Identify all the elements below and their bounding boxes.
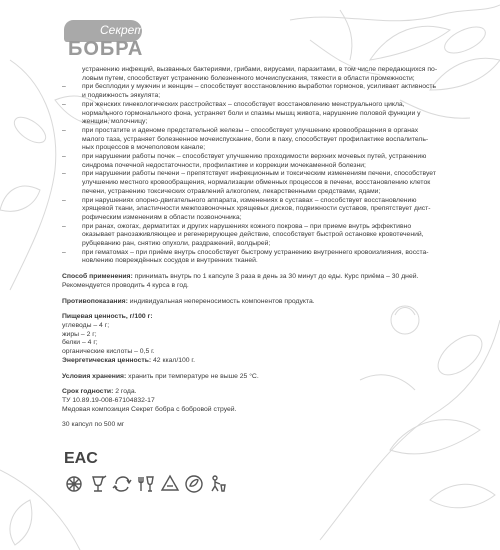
wine-glass-icon	[88, 474, 108, 494]
list-item-line: при нарушении работы почек – способствует улучшению проходимости верхних мочевых путей, устранению	[82, 153, 427, 161]
list-item-line: при гематомах – при приёме внутрь способствует быстрому устранению внутреннего кровоизлияния, восста-	[82, 248, 429, 256]
list-item-line: синдрома почечной недостаточности, профилактике и коррекции мочекаменной болезни;	[82, 161, 366, 169]
nutrition-item: белки – 4 г;	[62, 339, 98, 347]
certification-icons	[64, 446, 364, 496]
nutrition-label: Пищевая ценность, г/100 г:	[62, 313, 153, 321]
bullet-dash: –	[62, 170, 66, 178]
list-item-line: малого таза, устраняет болезненное мочеиспускание, боли в паху, способствует профилактике воспалитель-	[82, 135, 429, 143]
storage-section	[62, 373, 442, 382]
list-item-line: при нарушении работы печени – препятствует инфекционным и токсическим изменениям печени, способствует	[82, 170, 436, 178]
nutrition-section	[62, 313, 442, 365]
eac-mark: EAC	[64, 450, 98, 467]
logo-top-text: Секрет	[100, 23, 145, 37]
person-disposal-icon	[208, 474, 228, 494]
storage-text: хранить при температуре не выше 25 °С.	[126, 372, 259, 380]
list-item-line: при нарушениях опорно-двигательного аппарата, изменениях в суставах – способствует восстановлению	[82, 196, 417, 204]
spinning-wheel-icon	[64, 474, 84, 494]
tu-code: ТУ 10.89.19-008-67104832-17	[62, 396, 155, 404]
nutrition-item: жиры – 2 г;	[62, 330, 97, 338]
bullet-dash: –	[62, 83, 66, 91]
list-item	[62, 127, 442, 153]
package-text: 30 капсул по 500 мг	[62, 421, 125, 429]
bullet-dash: –	[62, 196, 66, 204]
shelf-life-text: 2 года.	[113, 388, 137, 396]
intro-line: ловым путем, способствует устранению болезненного мочеиспускания, тяжести в области промежности;	[82, 74, 415, 82]
bullet-dash: –	[62, 100, 66, 108]
usage-section	[62, 273, 442, 290]
contraindications-label: Противопоказания:	[62, 297, 128, 305]
nutrition-item: углеводы – 4 г;	[62, 321, 110, 329]
fork-glass-icon	[136, 474, 156, 494]
storage-label: Условия хранения:	[62, 372, 127, 380]
nutrition-item: органические кислоты – 0,5 г.	[62, 348, 155, 356]
energy-value: 42 ккал/100 г.	[151, 356, 195, 364]
recycle-triangle-icon	[160, 474, 180, 494]
list-item-line: при бесплодии у мужчин и женщин – способствует восстановлению выработки гормонов, усиливает активность	[82, 83, 437, 91]
usage-label: Способ применения:	[62, 273, 133, 281]
eco-circle-icon	[184, 474, 204, 494]
list-item	[62, 249, 442, 266]
recycle-loop-icon	[112, 474, 132, 494]
product-description	[62, 66, 442, 430]
list-item-line: хрящевой ткани, эластичности межпозвоночных хрящевых дисков, подвижности суставов, препятствует дист-	[82, 205, 431, 213]
usage-text-2: Рекомендуется проводить 4 курса в год.	[62, 281, 189, 289]
list-item	[62, 101, 442, 127]
bullet-dash: –	[62, 248, 66, 256]
energy-label: Энергетическая ценность:	[62, 356, 152, 364]
list-item-line: при женских гинекологических расстройствах – способствует восстановлению менструального цикла, нормального гормонального фона, устраняет боли и спазмы мышц живота, нарушение половой функции у женщин, молочницу;	[82, 100, 421, 126]
list-item-line: улучшению местного кровообращения, нормализации обменных процессов в печени, восстановлению клеток	[82, 179, 431, 187]
contraindications-section	[62, 298, 442, 307]
list-item-line: ных процессов в мочеполовом канале;	[82, 144, 206, 152]
list-item-line: рубцеванию ран, снятию опухоли, раздражений, волдырей;	[82, 240, 271, 248]
list-item-line: и подвижность эякулята;	[82, 92, 161, 100]
bullet-dash: –	[62, 126, 66, 134]
composition-text: Медовая композиция Секрет бобра с бобровой струей.	[62, 405, 237, 413]
brand-logo	[60, 16, 150, 60]
list-item	[62, 83, 442, 100]
list-item-line: при простатите и аденоме предстательной железы – способствует улучшению кровообращения в органах	[82, 126, 419, 134]
list-item-line: при ранах, ожогах, дерматитах и других нарушениях кожного покрова – при приеме внутрь эффективно	[82, 222, 412, 230]
bullet-dash: –	[62, 153, 66, 161]
intro-line: устранению инфекций, вызванных бактериями, грибами, вирусами, паразитами, в том числе передающихся по-	[82, 66, 438, 73]
list-item-line: оказывает ранозаживляющее и регенерирующее действие, способствует быстрой остановке кровотечений,	[82, 231, 424, 239]
list-item-line: новлению повреждённых сосудов и внутренних тканей.	[82, 257, 258, 265]
indications-list	[62, 83, 442, 266]
list-item	[62, 153, 442, 170]
logo-main-text: БОБРА	[68, 38, 144, 60]
bullet-dash: –	[62, 222, 66, 230]
shelf-life-section	[62, 388, 442, 414]
list-item	[62, 223, 442, 249]
list-item	[62, 170, 442, 196]
list-item-line: печени, устранению токсических отравлений алкоголем, лекарственными средствами, ядами;	[82, 187, 381, 195]
list-item	[62, 197, 442, 223]
intro-paragraph	[62, 66, 442, 83]
contraindications-text: индивидуальная непереносимость компонентов продукта.	[127, 297, 315, 305]
usage-text: принимать внутрь по 1 капсуле 3 раза в день за 30 минут до еды. Курс приёма – 30 дней.	[132, 273, 419, 281]
list-item-line: рофическим изменениям в области позвоночника;	[82, 213, 242, 221]
shelf-life-label: Срок годности:	[62, 388, 114, 396]
package-section	[62, 421, 442, 430]
